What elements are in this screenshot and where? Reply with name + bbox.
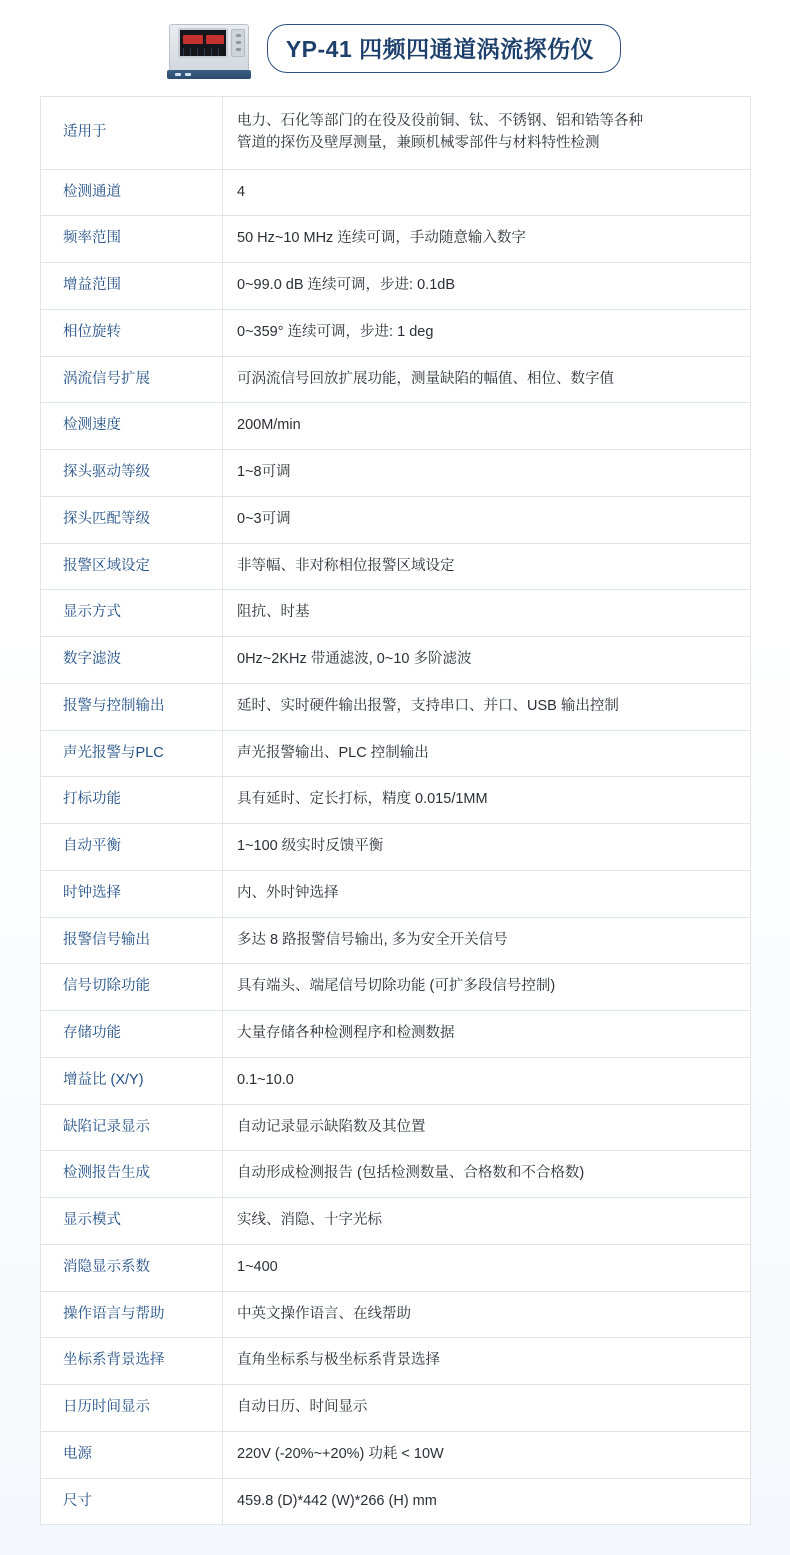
panel-led-2 xyxy=(236,41,241,44)
spec-value xyxy=(223,917,751,964)
spec-key: 适用于 xyxy=(41,97,223,170)
spec-value-line: 自动记录显示缺陷数及其位置 xyxy=(237,1118,426,1135)
spec-value-line: 自动日历、时间显示 xyxy=(237,1399,368,1415)
spec-value-line: 4 xyxy=(237,183,246,200)
spec-key: 探头驱动等级 xyxy=(41,450,223,497)
spec-value-line: 直角坐标系与极坐标系背景选择 xyxy=(237,1352,440,1369)
spec-key: 自动平衡 xyxy=(41,824,223,871)
spec-key: 频率范围 xyxy=(41,216,223,263)
table-row xyxy=(41,169,751,216)
table-row xyxy=(41,964,751,1011)
waveform-bar-left xyxy=(183,35,203,44)
spec-value xyxy=(223,309,751,356)
spec-value xyxy=(223,356,751,403)
spec-value xyxy=(223,683,751,730)
spec-key: 消隐显示系数 xyxy=(41,1244,223,1291)
spec-table xyxy=(40,96,751,1525)
page-title: YP-41 四频四通道涡流探伤仪 xyxy=(267,24,621,73)
table-row xyxy=(41,450,751,497)
table-row xyxy=(41,777,751,824)
device-control-panel xyxy=(231,29,245,57)
spec-key: 时钟选择 xyxy=(41,870,223,917)
table-row xyxy=(41,683,751,730)
spec-value xyxy=(223,496,751,543)
table-row xyxy=(41,356,751,403)
spec-key: 声光报警与PLC xyxy=(41,730,223,777)
spec-value xyxy=(223,543,751,590)
spec-key: 相位旋转 xyxy=(41,309,223,356)
spec-key: 数字滤波 xyxy=(41,637,223,684)
spec-value xyxy=(223,1151,751,1198)
table-row xyxy=(41,870,751,917)
table-row xyxy=(41,1104,751,1151)
spec-key: 报警信号输出 xyxy=(41,917,223,964)
table-row xyxy=(41,1431,751,1478)
spec-value xyxy=(223,1057,751,1104)
spec-value xyxy=(223,1244,751,1291)
spec-value xyxy=(223,824,751,871)
spec-value-line: 具有端头、端尾信号切除功能 (可扩多段信号控制) xyxy=(237,978,556,995)
table-row xyxy=(41,1478,751,1525)
spec-value xyxy=(223,97,751,170)
spec-value-line: 自动形成检测报告 (包括检测数量、合格数和不合格数) xyxy=(237,1165,585,1182)
table-row xyxy=(41,1385,751,1432)
table-row xyxy=(41,1338,751,1385)
eddy-current-instrument-icon xyxy=(169,16,253,80)
panel-led-3 xyxy=(236,48,241,51)
spec-value-line: 阻抗、时基 xyxy=(237,604,310,621)
spec-key: 缺陷记录显示 xyxy=(41,1104,223,1151)
spec-key: 增益比 (X/Y) xyxy=(41,1057,223,1104)
spec-value xyxy=(223,450,751,497)
spec-key: 检测报告生成 xyxy=(41,1151,223,1198)
table-row xyxy=(41,1011,751,1058)
spec-value-line: 1~100 级实时反馈平衡 xyxy=(237,838,384,854)
table-row xyxy=(41,590,751,637)
spec-value xyxy=(223,1011,751,1058)
table-row xyxy=(41,543,751,590)
spec-value-line: 0Hz~2KHz 带通滤波, 0~10 多阶滤波 xyxy=(237,651,472,667)
waveform-bar-right xyxy=(206,35,224,44)
spec-key: 打标功能 xyxy=(41,777,223,824)
spec-key: 显示模式 xyxy=(41,1198,223,1245)
spec-value-line: 具有延时、定长打标，精度 0.015/1MM xyxy=(237,791,488,808)
table-row xyxy=(41,97,751,170)
spec-value xyxy=(223,1338,751,1385)
spec-value-line: 大量存储各种检测程序和检测数据 xyxy=(237,1025,455,1041)
spec-value-line: 管道的探伤及壁厚测量，兼顾机械零部件与材料特性检测 xyxy=(237,134,600,151)
panel-led-1 xyxy=(236,34,241,37)
spec-key: 存储功能 xyxy=(41,1011,223,1058)
table-row xyxy=(41,216,751,263)
screen-grid xyxy=(183,48,224,56)
spec-key: 显示方式 xyxy=(41,590,223,637)
spec-value-line: 200M/min xyxy=(237,417,301,434)
table-row xyxy=(41,824,751,871)
spec-value xyxy=(223,590,751,637)
spec-key: 尺寸 xyxy=(41,1478,223,1525)
table-row xyxy=(41,637,751,684)
device-screen xyxy=(178,28,228,58)
spec-value-line: 0~359° 连续可调，步进: 1 deg xyxy=(237,323,434,340)
spec-value-line: 非等幅、非对称相位报警区域设定 xyxy=(237,557,455,574)
spec-value-line: 电力、石化等部门的在役及役前铜、钛、不锈钢、铝和锆等各种 xyxy=(237,113,643,129)
table-row xyxy=(41,917,751,964)
spec-value xyxy=(223,964,751,1011)
table-row xyxy=(41,496,751,543)
spec-value-line: 内、外时钟选择 xyxy=(237,884,339,901)
spec-key: 操作语言与帮助 xyxy=(41,1291,223,1338)
spec-key: 坐标系背景选择 xyxy=(41,1338,223,1385)
spec-value xyxy=(223,637,751,684)
spec-key: 检测速度 xyxy=(41,403,223,450)
spec-value xyxy=(223,169,751,216)
spec-value-line: 多达 8 路报警信号输出, 多为安全开关信号 xyxy=(237,931,508,948)
spec-value xyxy=(223,216,751,263)
spec-value xyxy=(223,1478,751,1525)
spec-key: 涡流信号扩展 xyxy=(41,356,223,403)
table-row xyxy=(41,730,751,777)
spec-value-line: 50 Hz~10 MHz 连续可调，手动随意输入数字 xyxy=(237,230,526,247)
spec-value-line: 中英文操作语言、在线帮助 xyxy=(237,1305,411,1322)
spec-key: 增益范围 xyxy=(41,263,223,310)
table-row xyxy=(41,1244,751,1291)
table-row xyxy=(41,263,751,310)
spec-value xyxy=(223,730,751,777)
header-inner xyxy=(169,16,621,80)
spec-value-line: 实线、消隐、十字光标 xyxy=(237,1212,382,1228)
spec-key: 探头匹配等级 xyxy=(41,496,223,543)
spec-value xyxy=(223,1431,751,1478)
spec-value-line: 0~99.0 dB 连续可调，步进: 0.1dB xyxy=(237,277,455,293)
spec-value-line: 459.8 (D)*442 (W)*266 (H) mm xyxy=(237,1492,437,1509)
spec-value xyxy=(223,870,751,917)
spec-table-body xyxy=(41,97,751,1525)
table-row xyxy=(41,309,751,356)
spec-value xyxy=(223,1198,751,1245)
table-row xyxy=(41,1151,751,1198)
spec-value xyxy=(223,1104,751,1151)
spec-key: 报警区域设定 xyxy=(41,543,223,590)
spec-value-line: 1~400 xyxy=(237,1258,278,1275)
spec-key: 电源 xyxy=(41,1431,223,1478)
spec-key: 检测通道 xyxy=(41,169,223,216)
table-row xyxy=(41,1057,751,1104)
table-row xyxy=(41,1198,751,1245)
table-row xyxy=(41,403,751,450)
table-row xyxy=(41,1291,751,1338)
page-header xyxy=(0,0,790,96)
base-indicator-1 xyxy=(175,73,181,76)
spec-key: 日历时间显示 xyxy=(41,1385,223,1432)
spec-value-line: 220V (-20%~+20%) 功耗 < 10W xyxy=(237,1445,444,1462)
device-base xyxy=(167,70,251,79)
spec-value-line: 0~3可调 xyxy=(237,510,291,527)
spec-key: 信号切除功能 xyxy=(41,964,223,1011)
spec-value-line: 声光报警输出、PLC 控制输出 xyxy=(237,744,429,761)
spec-table-wrapper xyxy=(0,96,790,1555)
base-indicator-2 xyxy=(185,73,191,76)
spec-value-line: 延时、实时硬件输出报警，支持串口、并口、USB 输出控制 xyxy=(237,697,619,714)
spec-value-line: 0.1~10.0 xyxy=(237,1071,294,1088)
spec-value xyxy=(223,1291,751,1338)
spec-value xyxy=(223,263,751,310)
spec-value-line: 1~8可调 xyxy=(237,464,291,480)
spec-value xyxy=(223,403,751,450)
spec-key: 报警与控制输出 xyxy=(41,683,223,730)
spec-value xyxy=(223,777,751,824)
spec-value-line: 可涡流信号回放扩展功能，测量缺陷的幅值、相位、数字值 xyxy=(237,370,614,387)
spec-value xyxy=(223,1385,751,1432)
